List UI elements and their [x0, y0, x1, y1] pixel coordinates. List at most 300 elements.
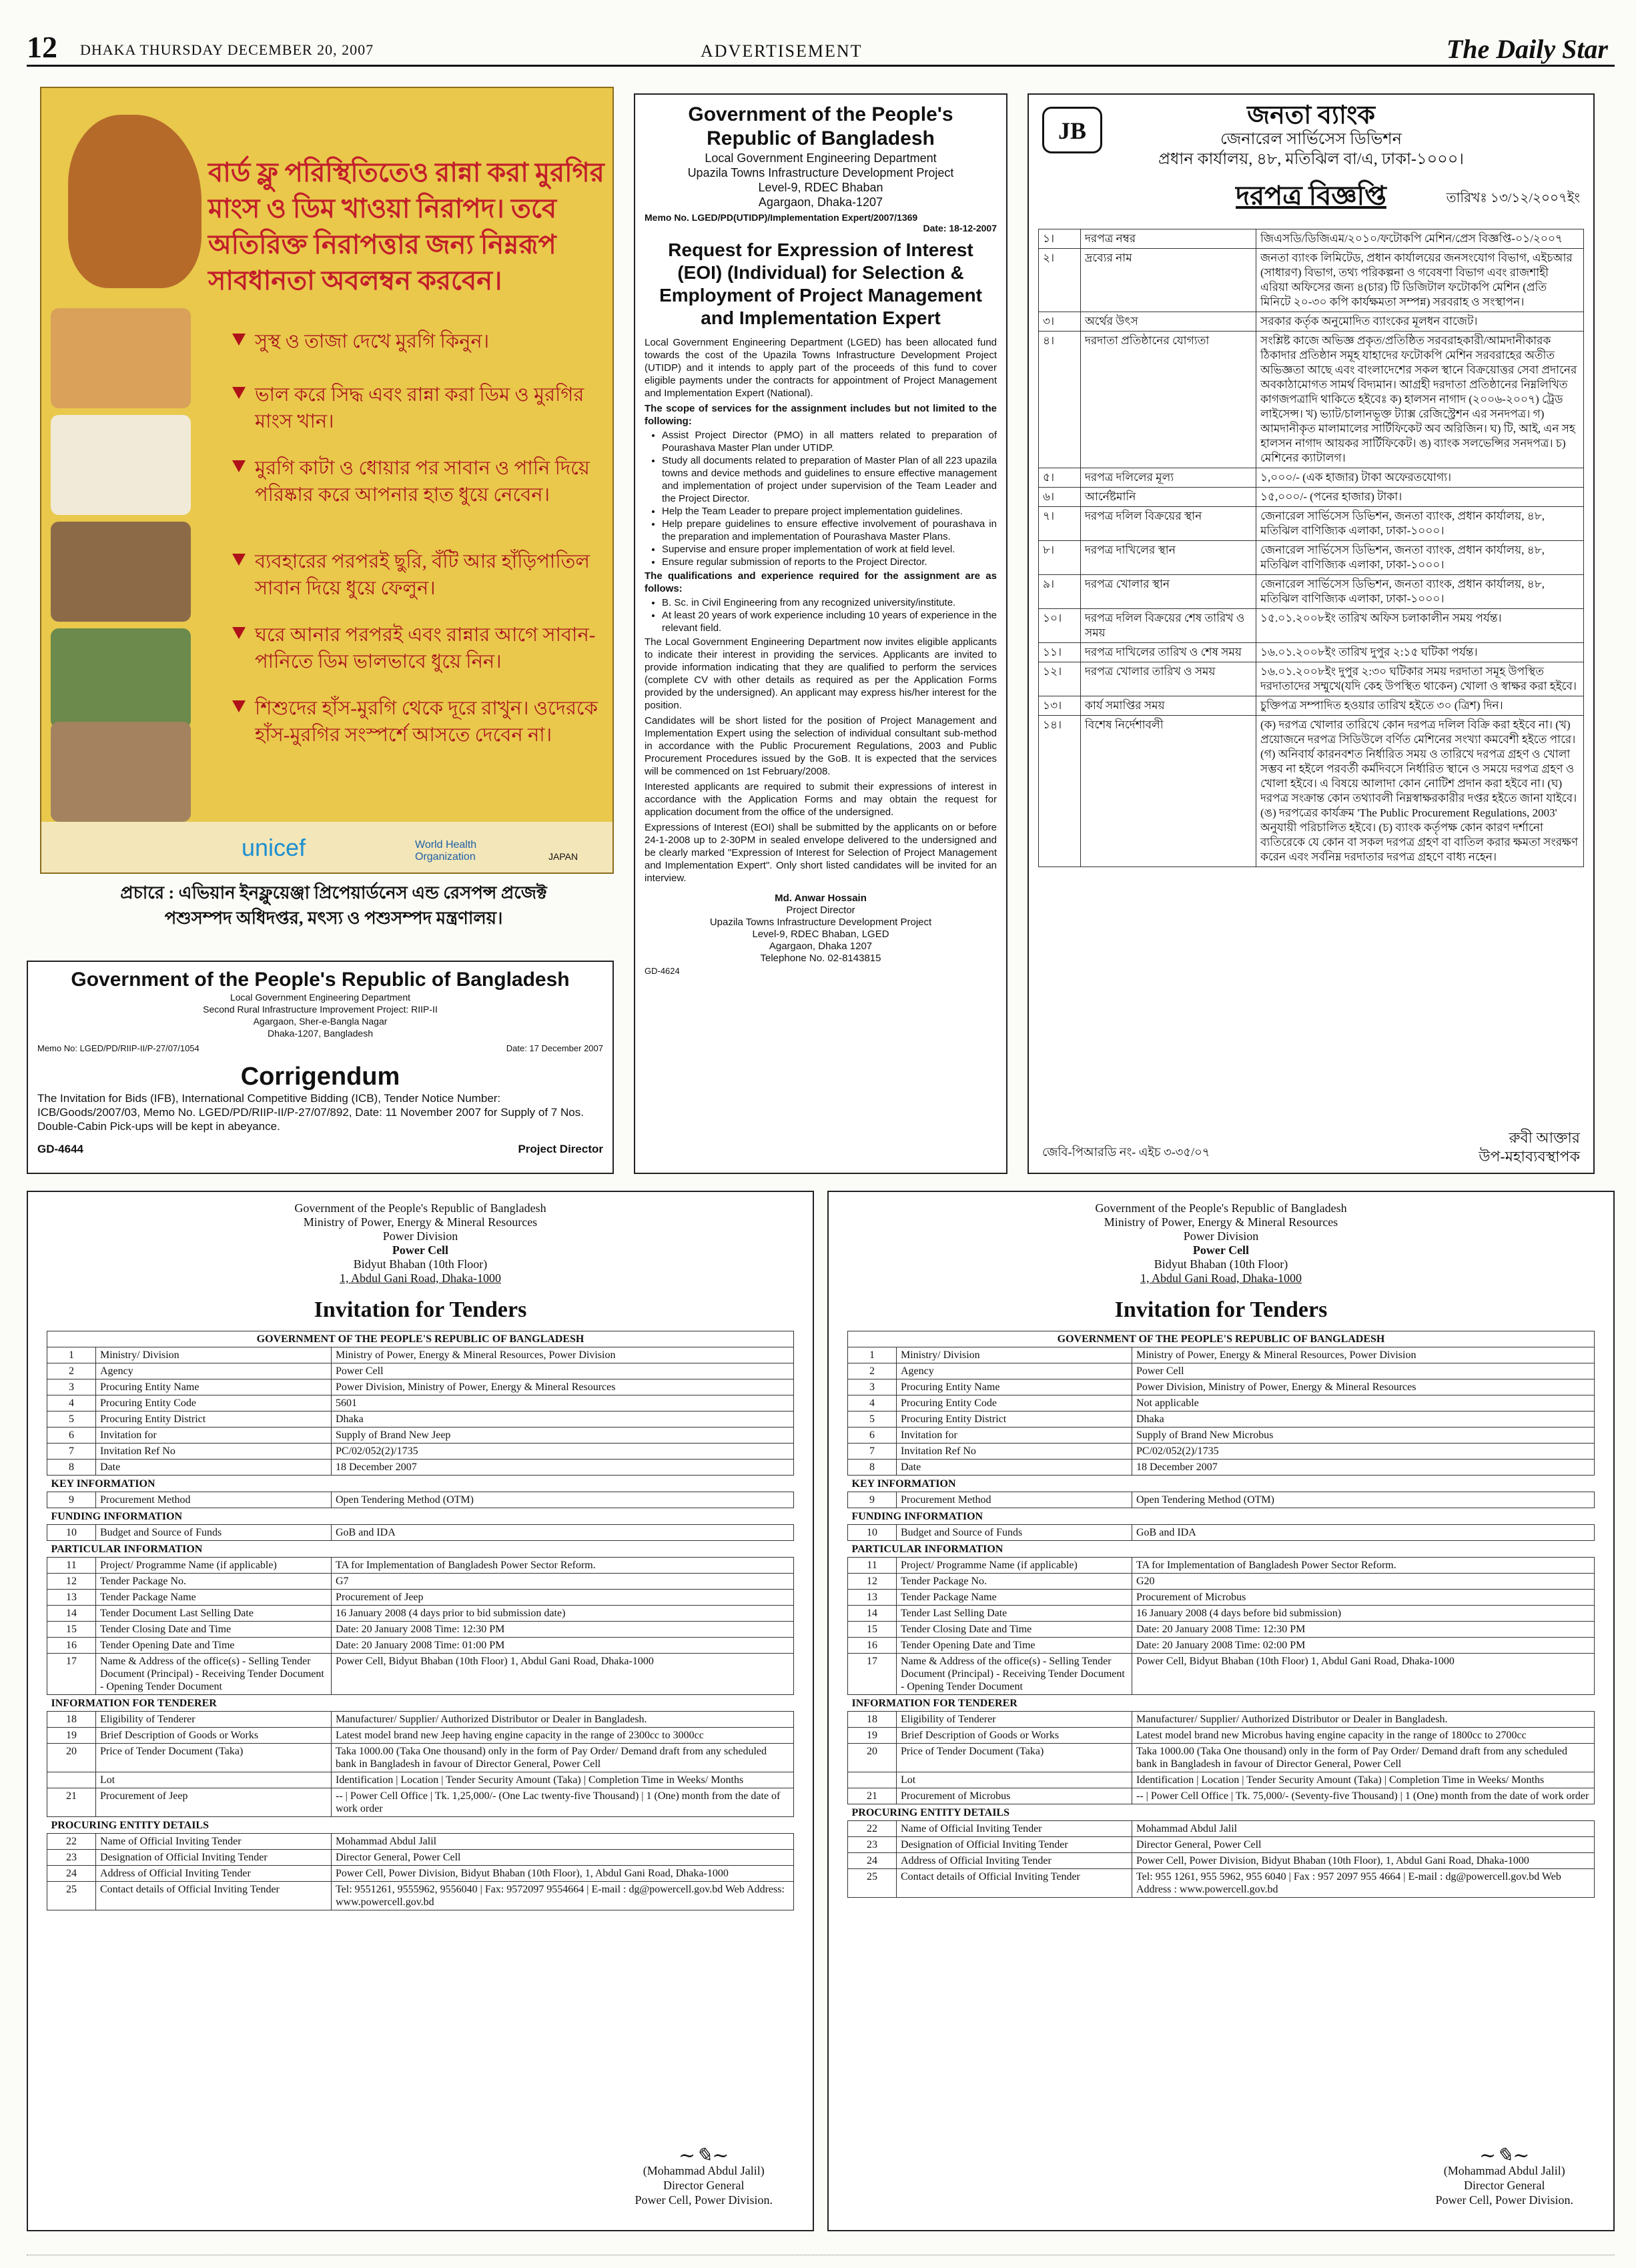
- table-row: [47, 1379, 794, 1395]
- table-row: [1039, 716, 1584, 867]
- row-value: Power Cell, Power Division, Bidyut Bhaban (10th Floor), 1, Abdul Gani Road, Dhaka-1000: [332, 1866, 794, 1882]
- fresh-chicken-image: [51, 308, 191, 408]
- eoi-advertisement: Government of the People's Republic of Bangladesh Local Government Engineering Department Upazila Towns Infrastructure Development Project Level-9, RDEC Bhaban Agargaon, Dhaka-1207 Memo No. LGED/PD(UTIDP)/Implementation Expert/2007/1369 Date: 18-12-2007 Request for Expression of Interest (EOI) (Individual) for Selection & Employment of Project Management and Implementation Expert Local Government Engineering Department (LGED) has been allocated fund towards the cost of the Upazila Towns Infrastructure Development Project (UTIDP) and it intends to apply part of the proceeds of this fund to cover eligible payments under the contracts for appointment of Project Management and Implementation Expert (National). The scope of services for the assignment includes but not limited to the following: • Assist Project Director (PMO) in all matters related to preparation of Pourashava Master Plan under UTIDP. • Study all documents related to preparation of Master Plan of all 223 upazila towns and device methods and guidelines to ensure effective management and implementation of project under supervision of the Team Leader and the Project Director. • Help the Team Leader to prepare project implementation guidelines. • Help prepare guidelines to ensure effective involvement of pourashava in the preparation and implementation of Pourashava Master Plans. • Supervise and ensure proper implementation of work at field level. • Ensure regular submission of reports to the Project Director. The qualifications and experience required for the assignment are as follows: • B. Sc. in Civil Engineering from any recognized university/institute. • At least 20 years of work experience including 10 years of experience in the relevant field. The Local Government Engineering Department now invites eligible applicants to indicate their interest in providing the services. Applicants are invited to provide information indicating that they are qualified to perform the services (complete CV with other details as required as per the Application Forms provided by the undersigned). An applicant may express his/her interest for the position. Candidates will be short listed for the position of Project Management and Implementation Expert using the selection of individual consultant sub-method in accordance with the Public Procurement Regulations, 2003 and Public Procurement Procedures issued by the GoB. It is expected that the services will be commenced on 1st February/2008. Interested applicants are required to submit their expressions of interest in accordance with the Application Forms and may obtain the request for application document from the office of the undersigned. Expressions of Interest (EOI) shall be submitted by the applicants on or before 24-1-2008 up to 2-30PM in sealed envelope delivered to the undersigned and be clearly marked "Expression of Interest for Selection of Project Management and Implementation Expert". Only short listed candidates will be invited for an interview. Md. Anwar Hossain Project Director Upazila Towns Infrastructure Development Project Level-9, RDEC Bhaban, LGED Agargaon, Dhaka 1207 Telephone No. 02-8143815 GD-4624: [634, 93, 1007, 1174]
- row-label: Tender Opening Date and Time: [96, 1638, 332, 1654]
- row-number: 18: [848, 1712, 897, 1728]
- hen-icon: [68, 115, 201, 288]
- row-label: Designation of Official Inviting Tender: [96, 1850, 332, 1866]
- section-heading: PROCURING ENTITY DETAILS: [851, 1807, 1009, 1818]
- row-number: 1: [848, 1347, 897, 1363]
- row-value: Open Tendering Method (OTM): [1132, 1492, 1595, 1508]
- row-number: 22: [848, 1821, 897, 1837]
- row-value: G7: [332, 1574, 794, 1590]
- row-value: সরকার কর্তৃক অনুমোদিত ব্যাংকের মূলধন বাজেট।: [1256, 312, 1584, 332]
- bird-flu-promo: প্রচারে : এভিয়ান ইনফ্লুয়েঞ্জা প্রিপেয়ার্ডনেস এন্ড রেসপন্স প্রজেক্ট পশুসম্পদ অধিদপ্তর, মৎস্য ও পশুসম্পদ মন্ত্রণালয়।: [120, 883, 547, 928]
- table-row: [47, 1574, 794, 1590]
- table-row: [47, 1622, 794, 1638]
- section-heading-row: [848, 1476, 1595, 1492]
- table-row: [848, 1853, 1595, 1869]
- row-number: 25: [47, 1882, 96, 1910]
- row-number: ১০।: [1039, 609, 1081, 643]
- section-title: ADVERTISEMENT: [701, 41, 863, 61]
- row-label: Price of Tender Document (Taka): [96, 1744, 332, 1772]
- row-number: 9: [47, 1492, 96, 1508]
- row-label: Lot: [96, 1772, 332, 1788]
- row-label: Ministry/ Division: [897, 1347, 1132, 1363]
- table-row: [848, 1411, 1595, 1428]
- row-value: Identification | Location | Tender Security Amount (Taka) | Completion Time in Weeks/ Months: [332, 1772, 794, 1788]
- row-value: TA for Implementation of Bangladesh Power Sector Reform.: [332, 1558, 794, 1574]
- table-row: [848, 1347, 1595, 1363]
- row-label: আর্নেষ্টমানি: [1081, 488, 1256, 507]
- row-label: Address of Official Inviting Tender: [96, 1866, 332, 1882]
- table-row: [848, 1395, 1595, 1411]
- row-number: 25: [848, 1869, 897, 1898]
- row-label: Tender Package No.: [897, 1574, 1132, 1590]
- row-number: 2: [848, 1363, 897, 1379]
- row-number: 11: [848, 1558, 897, 1574]
- row-number: ১২।: [1039, 662, 1081, 696]
- table-row: [47, 1444, 794, 1460]
- row-number: 7: [848, 1444, 897, 1460]
- tender-table: [847, 1331, 1595, 1898]
- row-value: Taka 1000.00 (Taka One thousand) only in the form of Pay Order/ Demand draft from any scheduled bank in Bangladesh in favour of Director General, Power Cell: [332, 1744, 794, 1772]
- row-value: Dhaka: [332, 1411, 794, 1428]
- row-value: Latest model brand new Microbus having engine capacity in the range of 1800cc to 2700cc: [1132, 1728, 1595, 1744]
- row-number: 9: [848, 1492, 897, 1508]
- janata-bank-logo: JB: [1042, 107, 1102, 153]
- row-label: Brief Description of Goods or Works: [96, 1728, 332, 1744]
- row-value: জনতা ব্যাংক লিমিটেড, প্রধান কার্যালয়ের জনসংযোগ বিভাগ, এইচআর (সাধারণ) বিভাগ, তথ্য পরিকল্পনা ও গবেষণা বিভাগ এবং রাজশাহী এরিয়া অফিসের জন্য ৪(চার) টি ডিজিটাল ফটোকপি মেশিন (প্রতি মিনিটে ২০-৩০ কপি কার্যক্ষমতা সম্পন্ন) সরবরাহ ও সংস্থাপন।: [1256, 249, 1584, 312]
- row-label: কার্য সমাপ্তির সময়: [1081, 696, 1256, 716]
- table-row: [848, 1525, 1595, 1541]
- row-label: Procuring Entity District: [96, 1411, 332, 1428]
- row-value: Ministry of Power, Energy & Mineral Resources, Power Division: [332, 1347, 794, 1363]
- children-image: [51, 722, 191, 822]
- row-value: ১,০০০/- (এক হাজার) টাকা অফেরতযোগ্য।: [1256, 468, 1584, 488]
- signature-mark: ~✎~: [1479, 2144, 1530, 2167]
- row-label: দরপত্র খোলার তারিখ ও সময়: [1081, 662, 1256, 696]
- row-value: Tel: 955 1261, 955 5962, 955 6040 | Fax : 957 2097 955 4664 | E-mail : dg@powercell.gov.bd Web Address : www.powercell.gov.bd: [1132, 1869, 1595, 1898]
- table-row: [47, 1606, 794, 1622]
- row-value: Power Cell, Bidyut Bhaban (10th Floor) 1, Abdul Gani Road, Dhaka-1000: [332, 1654, 794, 1695]
- dateline: DHAKA THURSDAY DECEMBER 20, 2007: [80, 41, 374, 58]
- bird-flu-bullet: সুস্থ ও তাজা দেখে মুরগি কিনুন।: [255, 328, 602, 355]
- row-label: Procurement of Jeep: [96, 1788, 332, 1817]
- row-value: 16 January 2008 (4 days prior to bid submission date): [332, 1606, 794, 1622]
- row-number: 6: [47, 1428, 96, 1444]
- section-heading: FUNDING INFORMATION: [851, 1511, 983, 1522]
- row-label: দরপত্র নম্বর: [1081, 229, 1256, 249]
- section-heading: KEY INFORMATION: [51, 1478, 155, 1490]
- tender-table: [47, 1331, 794, 1910]
- row-number: ১১।: [1039, 643, 1081, 662]
- row-number: 23: [47, 1850, 96, 1866]
- row-label: Project/ Programme Name (if applicable): [96, 1558, 332, 1574]
- table-row: [47, 1411, 794, 1428]
- table-row: [47, 1866, 794, 1882]
- row-number: [47, 1772, 96, 1788]
- section-heading-row: [848, 1508, 1595, 1525]
- table-row: [47, 1590, 794, 1606]
- row-label: Tender Last Selling Date: [897, 1606, 1132, 1622]
- who-logo: World Health Organization: [415, 839, 477, 863]
- row-value: সংশ্লিষ্ট কাজে অভিজ্ঞ প্রকৃত/প্রতিষ্ঠিত সরবরাহকারী/আমদানীকারক ঠিকাদার প্রতিষ্ঠান সমূহ যাহাদের ফটোকপি মেশিন সরবরাহের অতীত অভিজ্ঞতা আছে এবং বাংলাদেশের সকল স্থানে বিক্রয়োত্তর সেবা প্রদানের অবকাঠামোগত সামর্থ বিদ্যমান। আগ্রহী দরদাতা প্রতিষ্ঠানের নিম্নলিখিত কাগজপত্রাদি থাকিতে হইবেঃ ক) হালসন নাগাদ (২০০৬-২০০৭) ট্রেড লাইসেন্স। খ) ভ্যাট/চালানভূক্ত ট্যাক্স রেজিস্ট্রেশন এর সনদপত্র। গ) আমদানীকৃত মালামালের সার্টিফিকেট অব অরিজিন। ঘ) টি, আই, এন সহ হালসন নাগাদ আয়কর সার্টিফিকেট। ঙ) ব্যাংক সলভেন্সির সনদপত্র। চ) মেশিনের ক্যাটালগ।: [1256, 332, 1584, 468]
- row-number: ৮।: [1039, 541, 1081, 575]
- row-number: 21: [47, 1788, 96, 1817]
- row-label: Project/ Programme Name (if applicable): [897, 1558, 1132, 1574]
- table-row: [848, 1744, 1595, 1772]
- janata-bank-tender: JB জনতা ব্যাংক জেনারেল সার্ভিসেস ডিভিশন প্রধান কার্যালয়, ৪৮, মতিঝিল বা/এ, ঢাকা-১০০০। দরপত্র বিজ্ঞপ্তি তারিখঃ ১৩/১২/২০০৭ইং ১। দরপত্র নম্বর জিএসডি/ডিজিএম/২০১০/ফটোকপি মেশিন/প্রেস বিজ্ঞপ্তি-০১/২০০৭ ২। দ্রব্যের নাম জনতা ব্যাংক লিমিটেড, প্রধান কার্যালয়ের জনসংযোগ বিভাগ, এইচআর (সাধারণ) বিভাগ, তথ্য পরিকল্পনা ও গবেষণা বিভাগ এবং রাজশাহী এরিয়া অফিসের জন্য ৪(চার) টি ডিজিটাল ফটোকপি মেশিন (প্রতি মিনিটে ২০-৩০ কপি কার্যক্ষমতা সম্পন্ন) সরবরাহ ও সংস্থাপন। ৩। অর্থের উৎস সরকার কর্তৃক অনুমোদিত ব্যাংকের মূলধন বাজেট। ৪। দরদাতা প্রতিষ্ঠানের যোগ্যতা সংশ্লিষ্ট কাজে অভিজ্ঞ প্রকৃত/প্রতিষ্ঠিত সরবরাহকারী/আমদানীকারক ঠিকাদার প্রতিষ্ঠান সমূহ যাহাদের ফটোকপি মেশিন সরবরাহের অতীত অভিজ্ঞতা আছে এবং বাংলাদেশের সকল স্থানে বিক্রয়োত্তর সেবা প্রদানের অবকাঠামোগত সামর্থ বিদ্যমান। আগ্রহী দরদাতা প্রতিষ্ঠানের নিম্নলিখিত কাগজপত্রাদি থাকিতে হইবেঃ ক) হালসন নাগাদ (২০০৬-২০০৭) ট্রেড লাইসেন্স। খ) ভ্যাট/চালানভূক্ত ট্যাক্স রেজিস্ট্রেশন এর সনদপত্র। গ) আমদানীকৃত মালামালের সার্টিফিকেট অব অরিজিন। ঘ) টি, আই, এন সহ হালসন নাগাদ আয়কর সার্টিফিকেট। ঙ) ব্যাংক সলভেন্সির সনদপত্র। চ) মেশিনের ক্যাটালগ। ৫। দরপত্র দলিলের মূল্য ১,০০০/- (এক হাজার) টাকা অফেরতযোগ্য। ৬। আর্নেষ্টমানি ১৫,০০০/- (পনের হাজার) টাকা। ৭। দরপত্র দলিল বিক্রয়ের স্থান জেনারেল সার্ভিসেস ডিভিশন, জনতা ব্যাংক, প্রধান কার্যালয়, ৪৮, মতিঝিল বাণিজ্যিক এলাকা, ঢাকা-১০০০। ৮। দরপত্র দাখিলের স্থান জেনারেল সার্ভিসেস ডিভিশন, জনতা ব্যাংক, প্রধান কার্যালয়, ৪৮, মতিঝিল বাণিজ্যিক এলাকা, ঢাকা-১০০০। ৯। দরপত্র খোলার স্থান জেনারেল সার্ভিসেস ডিভিশন, জনতা ব্যাংক, প্রধান কার্যালয়, ৪৮, মতিঝিল বাণিজ্যিক এলাকা, ঢাকা-১০০০। ১০। দরপত্র দলিল বিক্রয়ের শেষ তারিখ ও সময় ১৫.০১.২০০৮ইং তারিখ অফিস চলাকালীন সময় পর্যন্ত। ১১। দরপত্র দাখিলের তারিখ ও শেষ সময় ১৬.০১.২০০৮ইং তারিখ দুপুর ২:১৫ ঘটিকা পর্যন্ত। ১২। দরপত্র খোলার তারিখ ও সময় ১৬.০১.২০০৮ইং দুপুর ২:৩০ ঘটিকার সময় দরদাতা সমূহ উপস্থিত দরদাতাদের সম্মুখে(যদি কেহ উপস্থিত থাকেন) খোলা ও স্বাক্ষর করা হইবে। ১৩। কার্য সমাপ্তির সময় চুক্তিপত্র সম্পাদিত হওয়ার তারিখ হইতে ৩০ (ত্রিশ) দিন। ১৪। বিশেষ নির্দেশাবলী (ক) দরপত্র খোলার তারিখে কোন দরপত্র দলিল বিক্রি করা হইবে না। (খ) প্রয়োজনে দরপত্র সিডিউলে বর্ণিত মেশিনের সংখ্যা কমবেশী হইতে পারে। (গ) অনিবার্য কারনবশত নির্ধারিত সময় ও তারিখে দরপত্র গ্রহণ ও খোলা সম্ভব না হইলে পরবর্তী কর্মদিবসে নির্ধারিত স্থানে ও সময়ে দরপত্র গ্রহণ ও খোলা হইবে। এ বিষয়ে আলাদা কোন নোটিশ প্রদান করা হইবে না। (ঘ) দরপত্র সংক্রান্ত কোন তথ্যাবলী নিম্নস্বাক্ষরকারীর দপ্তর হইতে জানা যাইবে। (ঙ) দরপত্রের কার্যক্রম 'The Public Procurement Regulations, 2003' অনুযায়ী পরিচালিত হইবে। (চ) ব্যাংক কর্তৃপক্ষ কোন কারণ দর্শানো ব্যতিরেকে যে কোন বা সকল দরপত্র গ্রহণ বা বাতিল করার ক্ষমতা সংরক্ষণ করেন এবং সর্বনিম্ন দরদাতার দরপত্র গ্রহণে বাধ্য নহেন। জেবি-পিআরডি নং- এইচ ৩-৩৫/০৭ রুবী আক্তার উপ-মহাব্যবস্থাপক: [1028, 93, 1595, 1174]
- row-number: 18: [47, 1712, 96, 1728]
- row-label: Procuring Entity Name: [897, 1379, 1132, 1395]
- row-value: Dhaka: [1132, 1411, 1595, 1428]
- section-heading-row: [848, 1541, 1595, 1558]
- row-number: 13: [47, 1590, 96, 1606]
- row-value: জেনারেল সার্ভিসেস ডিভিশন, জনতা ব্যাংক, প্রধান কার্যালয়, ৪৮, মতিঝিল বাণিজ্যিক এলাকা, ঢাকা-১০০০।: [1256, 507, 1584, 541]
- section-heading-row: [848, 1804, 1595, 1821]
- table-row: [1039, 488, 1584, 507]
- row-value: Date: 20 January 2008 Time: 01:00 PM: [332, 1638, 794, 1654]
- row-number: 4: [47, 1395, 96, 1411]
- section-heading-row: [47, 1508, 794, 1525]
- row-value: TA for Implementation of Bangladesh Power Sector Reform.: [1132, 1558, 1595, 1574]
- section-heading: INFORMATION FOR TENDERER: [51, 1698, 217, 1709]
- table-row: [848, 1772, 1595, 1788]
- row-number: 19: [848, 1728, 897, 1744]
- eoi-body: Local Government Engineering Department (LGED) has been allocated fund towards the cost of the Upazila Towns Infrastructure Development Project (UTIDP) and it intends to apply part of the proceeds of this fund to cover eligible payments under the contracts for appointment of Project Management and Implementation Expert (National). The scope of services for the assignment includes but not limited to the following: • Assist Project Director (PMO) in all matters related to preparation of Pourashava Master Plan under UTIDP. • Study all documents related to preparation of Master Plan of all 223 upazila towns and device methods and guidelines to ensure effective management and implementation of project under supervision of the Team Leader and the Project Director. • Help the Team Leader to prepare project implementation guidelines. • Help prepare guidelines to ensure effective involvement of pourashava in the preparation and implementation of Pourashava Master Plans. • Supervise and ensure proper implementation of work at field level. • Ensure regular submission of reports to the Project Director. The qualifications and experience required for the assignment are as follows: • B. Sc. in Civil Engineering from any recognized university/institute. • At least 20 years of work experience including 10 years of experience in the relevant field. The Local Government Engineering Department now invites eligible applicants to indicate their interest in providing the services. Applicants are invited to provide information indicating that they are qualified to perform the services (complete CV with other details as required as per the Application Forms provided by the undersigned). An applicant may express his/her interest for the position. Candidates will be short listed for the position of Project Management and Implementation Expert using the selection of individual consultant sub-method in accordance with the Public Procurement Regulations, 2003 and Public Procurement Procedures issued by the GoB. It is expected that the services will be commenced on 1st February/2008. Interested applicants are required to submit their expressions of interest in accordance with the Application Forms and may obtain the request for application document from the office of the undersigned. Expressions of Interest (EOI) shall be submitted by the applicants on or before 24-1-2008 up to 2-30PM in sealed envelope delivered to the undersigned and be clearly marked "Expression of Interest for Selection of Project Management and Implementation Expert". Only short listed candidates will be invited for an interview. Md. Anwar Hossain Project Director Upazila Towns Infrastructure Development Project Level-9, RDEC Bhaban, LGED Agargaon, Dhaka 1207 Telephone No. 02-8143815 GD-4624: [645, 336, 997, 977]
- table-row: [848, 1606, 1595, 1622]
- row-number: 8: [47, 1460, 96, 1476]
- table-row: [47, 1363, 794, 1379]
- row-value: -- | Power Cell Office | Tk. 1,25,000/- (One Lac twenty-five Thousand) | 1 (One) month from the date of work order: [332, 1788, 794, 1817]
- row-number: ২।: [1039, 249, 1081, 312]
- row-value: Date: 20 January 2008 Time: 12:30 PM: [1132, 1622, 1595, 1638]
- page-number: 12: [27, 30, 57, 64]
- row-number: [848, 1772, 897, 1788]
- table-row: [848, 1363, 1595, 1379]
- table-row: [848, 1444, 1595, 1460]
- row-value: Not applicable: [1132, 1395, 1595, 1411]
- row-value: ১৫.০১.২০০৮ইং তারিখ অফিস চলাকালীন সময় পর্যন্ত।: [1256, 609, 1584, 643]
- tender-signature: ~✎~ (Mohammad Abdul Jalil) Director General Power Cell, Power Division.: [635, 2144, 773, 2207]
- table-row: [1039, 468, 1584, 488]
- row-number: 15: [848, 1622, 897, 1638]
- row-value: Mohammad Abdul Jalil: [332, 1834, 794, 1850]
- row-number: ৫।: [1039, 468, 1081, 488]
- table-row: [1039, 249, 1584, 312]
- row-label: দরপত্র খোলার স্থান: [1081, 575, 1256, 609]
- row-value: Tel: 9551261, 9555962, 9556040 | Fax: 9572097 9554664 | E-mail : dg@powercell.gov.bd Web Address: www.powercell.gov.bd: [332, 1882, 794, 1910]
- eoi-gov: Government of the People's Republic of Bangladesh: [688, 103, 953, 149]
- row-label: Procurement of Microbus: [897, 1788, 1132, 1804]
- row-value: Power Cell: [332, 1363, 794, 1379]
- row-label: দরপত্র দাখিলের তারিখ ও শেষ সময়: [1081, 643, 1256, 662]
- row-number: 16: [47, 1638, 96, 1654]
- row-number: 8: [848, 1460, 897, 1476]
- row-number: 16: [848, 1638, 897, 1654]
- row-label: Designation of Official Inviting Tender: [897, 1837, 1132, 1853]
- table-row: [848, 1638, 1595, 1654]
- row-label: Invitation for: [96, 1428, 332, 1444]
- section-heading: FUNDING INFORMATION: [51, 1511, 183, 1522]
- row-value: Identification | Location | Tender Security Amount (Taka) | Completion Time in Weeks/ Months: [1132, 1772, 1595, 1788]
- table-row: [848, 1788, 1595, 1804]
- row-value: 16 January 2008 (4 days before bid submission): [1132, 1606, 1595, 1622]
- row-number: 2: [47, 1363, 96, 1379]
- table-row: [1039, 575, 1584, 609]
- row-value: জেনারেল সার্ভিসেস ডিভিশন, জনতা ব্যাংক, প্রধান কার্যালয়, ৪৮, মতিঝিল বাণিজ্যিক এলাকা, ঢাকা-১০০০।: [1256, 575, 1584, 609]
- table-row: [47, 1460, 794, 1476]
- table-row: [47, 1395, 794, 1411]
- bank-tender-table: [1038, 229, 1584, 867]
- table-caption-row: [848, 1331, 1595, 1347]
- row-label: Contact details of Official Inviting Tender: [897, 1869, 1132, 1898]
- table-row: [47, 1882, 794, 1910]
- row-label: Agency: [897, 1363, 1132, 1379]
- row-number: ৬।: [1039, 488, 1081, 507]
- row-number: ৪।: [1039, 332, 1081, 468]
- section-heading-row: [47, 1541, 794, 1558]
- row-label: দ্রব্যের নাম: [1081, 249, 1256, 312]
- row-number: 14: [848, 1606, 897, 1622]
- row-label: Invitation Ref No: [96, 1444, 332, 1460]
- row-label: দরপত্র দলিল বিক্রয়ের শেষ তারিখ ও সময়: [1081, 609, 1256, 643]
- table-row: [47, 1638, 794, 1654]
- row-number: 13: [848, 1590, 897, 1606]
- table-row: [47, 1728, 794, 1744]
- row-value: Supply of Brand New Microbus: [1132, 1428, 1595, 1444]
- row-number: 22: [47, 1834, 96, 1850]
- row-value: Mohammad Abdul Jalil: [1132, 1821, 1595, 1837]
- row-value: Power Cell: [1132, 1363, 1595, 1379]
- row-label: দরপত্র দলিলের মূল্য: [1081, 468, 1256, 488]
- signature-mark: ~✎~: [679, 2144, 729, 2167]
- table-row: [1039, 229, 1584, 249]
- section-heading-row: [47, 1695, 794, 1712]
- table-row: [1039, 609, 1584, 643]
- tender-title: Invitation for Tenders: [314, 1297, 527, 1322]
- row-value: Manufacturer/ Supplier/ Authorized Distributor or Dealer in Bangladesh.: [332, 1712, 794, 1728]
- row-label: Name of Official Inviting Tender: [96, 1834, 332, 1850]
- cleaning-utensils-image: [51, 628, 191, 728]
- section-heading: KEY INFORMATION: [851, 1478, 956, 1490]
- row-number: 10: [47, 1525, 96, 1541]
- row-value: 5601: [332, 1395, 794, 1411]
- row-value: PC/02/052(2)/1735: [332, 1444, 794, 1460]
- row-number: 19: [47, 1728, 96, 1744]
- row-value: 18 December 2007: [1132, 1460, 1595, 1476]
- table-row: [47, 1788, 794, 1817]
- row-value: Power Cell, Bidyut Bhaban (10th Floor) 1, Abdul Gani Road, Dhaka-1000: [1132, 1654, 1595, 1695]
- row-number: 7: [47, 1444, 96, 1460]
- row-label: Name & Address of the office(s) - Selling Tender Document (Principal) - Receiving Tender Document - Opening Tender Document: [96, 1654, 332, 1695]
- table-row: [1039, 643, 1584, 662]
- row-number: 3: [848, 1379, 897, 1395]
- row-value: Date: 20 January 2008 Time: 02:00 PM: [1132, 1638, 1595, 1654]
- row-label: বিশেষ নির্দেশাবলী: [1081, 716, 1256, 867]
- row-value: ১৬.০১.২০০৮ইং দুপুর ২:৩০ ঘটিকার সময় দরদাতা সমূহ উপস্থিত দরদাতাদের সম্মুখে(যদি কেহ উপস্থিত থাকেন) খোলা ও স্বাক্ষর করা হইবে।: [1256, 662, 1584, 696]
- table-row: [848, 1460, 1595, 1476]
- table-row: [47, 1558, 794, 1574]
- bird-flu-headline: বার্ড ফ্লু পরিস্থিতিতেও রান্না করা মুরগির মাংস ও ডিম খাওয়া নিরাপদ। তবে অতিরিক্ত নিরাপত্তার জন্য নিম্নরূপ সাবধানতা অবলম্বন করবেন।: [208, 157, 604, 296]
- row-label: Tender Opening Date and Time: [897, 1638, 1132, 1654]
- row-number: ৭।: [1039, 507, 1081, 541]
- section-heading-row: [848, 1695, 1595, 1712]
- row-number: 20: [47, 1744, 96, 1772]
- section-heading-row: [47, 1476, 794, 1492]
- row-label: Budget and Source of Funds: [897, 1525, 1132, 1541]
- tender-title: দরপত্র বিজ্ঞপ্তি: [1236, 181, 1386, 211]
- row-label: Agency: [96, 1363, 332, 1379]
- row-value: Director General, Power Cell: [1132, 1837, 1595, 1853]
- row-label: Tender Package Name: [897, 1590, 1132, 1606]
- table-row: [848, 1428, 1595, 1444]
- row-value: -- | Power Cell Office | Tk. 75,000/- (Seventy-five Thousand) | 1 (One) month from the date of work order: [1132, 1788, 1595, 1804]
- row-number: 14: [47, 1606, 96, 1622]
- section-heading: INFORMATION FOR TENDERER: [851, 1698, 1017, 1709]
- table-row: [848, 1712, 1595, 1728]
- row-value: PC/02/052(2)/1735: [1132, 1444, 1595, 1460]
- row-value: চুক্তিপত্র সম্পাদিত হওয়ার তারিখ হইতে ৩০ (ত্রিশ) দিন।: [1256, 696, 1584, 716]
- row-number: ১।: [1039, 229, 1081, 249]
- row-label: Eligibility of Tenderer: [96, 1712, 332, 1728]
- table-row: [1039, 312, 1584, 332]
- row-number: 17: [848, 1654, 897, 1695]
- row-value: Procurement of Microbus: [1132, 1590, 1595, 1606]
- power-cell-tender-jeep: Government of the People's Republic of Bangladesh Ministry of Power, Energy & Mineral Resources Power Division Power Cell Bidyut Bhaban (10th Floor) 1, Abdul Gani Road, Dhaka-1000 Invitation for Tenders GOVERNMENT OF THE PEOPLE'S REPUBLIC OF BANGLADESH 1 Ministry/ Division Ministry of Power, Energy & Mineral Resources, Power Division 2 Agency Power Cell 3 Procuring Entity Name Power Division, Ministry of Power, Energy & Mineral Resources 4 Procuring Entity Code 5601 5 Procuring Entity District Dhaka 6 Invitation for Supply of Brand New Jeep 7 Invitation Ref No PC/02/052(2)/1735 8 Date 18 December 2007 KEY INFORMATION 9 Procurement Method Open Tendering Method (OTM) FUNDING INFORMATION 10 Budget and Source of Funds GoB and IDA PARTICULAR INFORMATION 11 Project/ Programme Name (if applicable) TA for Implementation of Bangladesh Power Sector Reform. 12 Tender Package No. G7 13 Tender Package Name Procurement of Jeep 14 Tender Document Last Selling Date 16 January 2008 (4 days prior to bid submission date) 15 Tender Closing Date and Time Date: 20 January 2008 Time: 12:30 PM 16 Tender Opening Date and Time Date: 20 January 2008 Time: 01:00 PM 17 Name & Address of the office(s) - Selling Tender Document (Principal) - Receiving Tender Document - Opening Tender Document Power Cell, Bidyut Bhaban (10th Floor) 1, Abdul Gani Road, Dhaka-1000 INFORMATION FOR TENDERER 18 Eligibility of Tenderer Manufacturer/ Supplier/ Authorized Distributor or Dealer in Bangladesh. 19 Brief Description of Goods or Works Latest model brand new Jeep having engine capacity in the range of 2300cc to 3000cc 20 Price of Tender Document (Taka) Taka 1000.00 (Taka One thousand) only in the form of Pay Order/ Demand draft from any scheduled bank in Bangladesh in favour of Director General, Power Cell Lot Identification | Location | Tender Security Amount (Taka) | Completion Time in Weeks/ Months 21 Procurement of Jeep -- | Power Cell Office | Tk. 1,25,000/- (One Lac twenty-five Thousand) | 1 (One) month from the date of work order PROCURING ENTITY DETAILS 22 Name of Official Inviting Tender Mohammad Abdul Jalil 23 Designation of Official Inviting Tender Director General, Power Cell 24 Address of Official Inviting Tender Power Cell, Power Division, Bidyut Bhaban (10th Floor), 1, Abdul Gani Road, Dhaka-1000 25 Contact details of Official Inviting Tender Tel: 9551261, 9555962, 9556040 | Fax: 9572097 9554664 | E-mail : dg@powercell.gov.bd Web Address: www.powercell.gov.bd ~✎~ (Mohammad Abdul Jalil) Director General Power Cell, Power Division.: [27, 1191, 814, 2231]
- row-value: জিএসডি/ডিজিএম/২০১০/ফটোকপি মেশিন/প্রেস বিজ্ঞপ্তি-০১/২০০৭: [1256, 229, 1584, 249]
- row-label: Procuring Entity Code: [897, 1395, 1132, 1411]
- table-row: [47, 1744, 794, 1772]
- row-value: GoB and IDA: [1132, 1525, 1595, 1541]
- row-value: Power Cell, Power Division, Bidyut Bhaban (10th Floor), 1, Abdul Gani Road, Dhaka-1000: [1132, 1853, 1595, 1869]
- eoi-title: Request for Expression of Interest (EOI) (Individual) for Selection & Employment of Project Management and Implementation Expert: [659, 239, 982, 328]
- table-row: [848, 1492, 1595, 1508]
- row-value: Power Division, Ministry of Power, Energy & Mineral Resources: [332, 1379, 794, 1395]
- row-value: Manufacturer/ Supplier/ Authorized Distributor or Dealer in Bangladesh.: [1132, 1712, 1595, 1728]
- row-value: Ministry of Power, Energy & Mineral Resources, Power Division: [1132, 1347, 1595, 1363]
- table-row: [1039, 662, 1584, 696]
- power-cell-tender-microbus: Government of the People's Republic of Bangladesh Ministry of Power, Energy & Mineral Resources Power Division Power Cell Bidyut Bhaban (10th Floor) 1, Abdul Gani Road, Dhaka-1000 Invitation for Tenders GOVERNMENT OF THE PEOPLE'S REPUBLIC OF BANGLADESH 1 Ministry/ Division Ministry of Power, Energy & Mineral Resources, Power Division 2 Agency Power Cell 3 Procuring Entity Name Power Division, Ministry of Power, Energy & Mineral Resources 4 Procuring Entity Code Not applicable 5 Procuring Entity District Dhaka 6 Invitation for Supply of Brand New Microbus 7 Invitation Ref No PC/02/052(2)/1735 8 Date 18 December 2007 KEY INFORMATION 9 Procurement Method Open Tendering Method (OTM) FUNDING INFORMATION 10 Budget and Source of Funds GoB and IDA PARTICULAR INFORMATION 11 Project/ Programme Name (if applicable) TA for Implementation of Bangladesh Power Sector Reform. 12 Tender Package No. G20 13 Tender Package Name Procurement of Microbus 14 Tender Last Selling Date 16 January 2008 (4 days before bid submission) 15 Tender Closing Date and Time Date: 20 January 2008 Time: 12:30 PM 16 Tender Opening Date and Time Date: 20 January 2008 Time: 02:00 PM 17 Name & Address of the office(s) - Selling Tender Document (Principal) - Receiving Tender Document - Opening Tender Document Power Cell, Bidyut Bhaban (10th Floor) 1, Abdul Gani Road, Dhaka-1000 INFORMATION FOR TENDERER 18 Eligibility of Tenderer Manufacturer/ Supplier/ Authorized Distributor or Dealer in Bangladesh. 19 Brief Description of Goods or Works Latest model brand new Microbus having engine capacity in the range of 1800cc to 2700cc 20 Price of Tender Document (Taka) Taka 1000.00 (Taka One thousand) only in the form of Pay Order/ Demand draft from any scheduled bank in Bangladesh in favour of Director General, Power Cell Lot Identification | Location | Tender Security Amount (Taka) | Completion Time in Weeks/ Months 21 Procurement of Microbus -- | Power Cell Office | Tk. 75,000/- (Seventy-five Thousand) | 1 (One) month from the date of work order PROCURING ENTITY DETAILS 22 Name of Official Inviting Tender Mohammad Abdul Jalil 23 Designation of Official Inviting Tender Director General, Power Cell 24 Address of Official Inviting Tender Power Cell, Power Division, Bidyut Bhaban (10th Floor), 1, Abdul Gani Road, Dhaka-1000 25 Contact details of Official Inviting Tender Tel: 955 1261, 955 5962, 955 6040 | Fax : 957 2097 955 4664 | E-mail : dg@powercell.gov.bd Web Address : www.powercell.gov.bd ~✎~ (Mohammad Abdul Jalil) Director General Power Cell, Power Division.: [827, 1191, 1615, 2231]
- row-label: Tender Document Last Selling Date: [96, 1606, 332, 1622]
- row-label: Procuring Entity District: [897, 1411, 1132, 1428]
- row-label: Budget and Source of Funds: [96, 1525, 332, 1541]
- row-label: দরদাতা প্রতিষ্ঠানের যোগ্যতা: [1081, 332, 1256, 468]
- table-row: [47, 1428, 794, 1444]
- newspaper-logo: The Daily Star: [1446, 34, 1608, 64]
- row-label: Name & Address of the office(s) - Selling Tender Document (Principal) - Receiving Tender Document - Opening Tender Document: [897, 1654, 1132, 1695]
- section-heading-row: [47, 1817, 794, 1834]
- row-number: 3: [47, 1379, 96, 1395]
- row-value: Supply of Brand New Jeep: [332, 1428, 794, 1444]
- row-label: Date: [897, 1460, 1132, 1476]
- bank-name: জনতা ব্যাংক: [1247, 101, 1375, 129]
- row-label: Invitation for: [897, 1428, 1132, 1444]
- table-row: [47, 1525, 794, 1541]
- table-caption: GOVERNMENT OF THE PEOPLE'S REPUBLIC OF BANGLADESH: [47, 1331, 794, 1347]
- corrigendum-title: Corrigendum: [240, 1063, 400, 1091]
- eggs-image: [51, 415, 191, 515]
- bird-flu-bullet: ব্যবহারের পরপরই ছুরি, বঁটি আর হাঁড়িপাতিল সাবান দিয়ে ধুয়ে ফেলুন।: [255, 548, 602, 602]
- row-label: Procuring Entity Name: [96, 1379, 332, 1395]
- corrigendum-advertisement: Government of the People's Republic of Bangladesh Local Government Engineering Department Second Rural Infrastructure Improvement Project: RIIP-II Agargaon, Sher-e-Bangla Nagar Dhaka-1207, Bangladesh Memo No: LGED/PD/RIIP-II/P-27/07/1054 Date: 17 December 2007 Corrigendum The Invitation for Bids (IFB), International Competitive Bidding (ICB), Tender Notice Number: ICB/Goods/2007/03, Memo No. LGED/PD/RIIP-II/P-27/07/892, Date: 11 November 2007 for Supply of 7 Nos. Double-Cabin Pick-ups will be kept in abeyance. GD-4644 Project Director: [27, 961, 614, 1174]
- table-row: [1039, 507, 1584, 541]
- row-label: অর্থের উৎস: [1081, 312, 1256, 332]
- tender-title: Invitation for Tenders: [1114, 1297, 1328, 1322]
- table-row: [47, 1347, 794, 1363]
- table-row: [848, 1869, 1595, 1898]
- table-row: [47, 1850, 794, 1866]
- table-row: [848, 1574, 1595, 1590]
- row-label: Price of Tender Document (Taka): [897, 1744, 1132, 1772]
- row-label: Lot: [897, 1772, 1132, 1788]
- row-value: Procurement of Jeep: [332, 1590, 794, 1606]
- masthead: [27, 27, 1615, 67]
- table-row: [848, 1728, 1595, 1744]
- row-number: 5: [848, 1411, 897, 1428]
- row-label: Ministry/ Division: [96, 1347, 332, 1363]
- table-row: [848, 1558, 1595, 1574]
- row-number: 17: [47, 1654, 96, 1695]
- tender-signature: ~✎~ (Mohammad Abdul Jalil) Director General Power Cell, Power Division.: [1435, 2144, 1573, 2207]
- row-value: Director General, Power Cell: [332, 1850, 794, 1866]
- row-number: ৩।: [1039, 312, 1081, 332]
- row-label: Tender Closing Date and Time: [897, 1622, 1132, 1638]
- row-label: দরপত্র দাখিলের স্থান: [1081, 541, 1256, 575]
- row-number: 12: [47, 1574, 96, 1590]
- row-value: Date: 20 January 2008 Time: 12:30 PM: [332, 1622, 794, 1638]
- bank-ref-code: জেবি-পিআরডি নং- এইচ ৩-৩৫/০৭: [1042, 1145, 1210, 1159]
- row-number: ১৩।: [1039, 696, 1081, 716]
- row-number: 10: [848, 1525, 897, 1541]
- section-heading: PARTICULAR INFORMATION: [851, 1544, 1003, 1555]
- bird-flu-bullet: ঘরে আনার পরপরই এবং রান্নার আগে সাবান-পানিতে ডিম ভালভাবে ধুয়ে নিন।: [255, 622, 602, 675]
- tender-date: তারিখঃ ১৩/১২/২০০৭ইং: [1446, 191, 1580, 205]
- row-number: 12: [848, 1574, 897, 1590]
- row-number: 24: [848, 1853, 897, 1869]
- row-label: Brief Description of Goods or Works: [897, 1728, 1132, 1744]
- bank-signature: রুবী আক্তার উপ-মহাব্যবস্থাপক: [1479, 1129, 1580, 1165]
- section-heading: PROCURING ENTITY DETAILS: [51, 1820, 209, 1831]
- row-label: Date: [96, 1460, 332, 1476]
- row-number: 6: [848, 1428, 897, 1444]
- table-row: [1039, 332, 1584, 468]
- row-value: GoB and IDA: [332, 1525, 794, 1541]
- row-label: Eligibility of Tenderer: [897, 1712, 1132, 1728]
- row-value: Taka 1000.00 (Taka One thousand) only in the form of Pay Order/ Demand draft from any scheduled bank in Bangladesh in favour of Director General, Power Cell: [1132, 1744, 1595, 1772]
- row-number: 20: [848, 1744, 897, 1772]
- table-row: [848, 1821, 1595, 1837]
- row-label: Procurement Method: [897, 1492, 1132, 1508]
- row-value: G20: [1132, 1574, 1595, 1590]
- row-number: ৯।: [1039, 575, 1081, 609]
- bird-flu-bullet: মুরগি কাটা ও ধোয়ার পর সাবান ও পানি দিয়ে পরিষ্কার করে আপনার হাত ধুয়ে নেবেন।: [255, 455, 602, 508]
- table-row: [1039, 541, 1584, 575]
- washing-hands-image: [51, 522, 191, 622]
- row-label: Procurement Method: [96, 1492, 332, 1508]
- table-row: [47, 1772, 794, 1788]
- table-row: [848, 1654, 1595, 1695]
- sponsor-logos: [41, 822, 614, 874]
- table-row: [47, 1492, 794, 1508]
- unicef-logo: unicef: [242, 834, 306, 861]
- row-label: Tender Closing Date and Time: [96, 1622, 332, 1638]
- table-row: [848, 1590, 1595, 1606]
- row-value: ১৫,০০০/- (পনের হাজার) টাকা।: [1256, 488, 1584, 507]
- row-label: Tender Package Name: [96, 1590, 332, 1606]
- row-label: Invitation Ref No: [897, 1444, 1132, 1460]
